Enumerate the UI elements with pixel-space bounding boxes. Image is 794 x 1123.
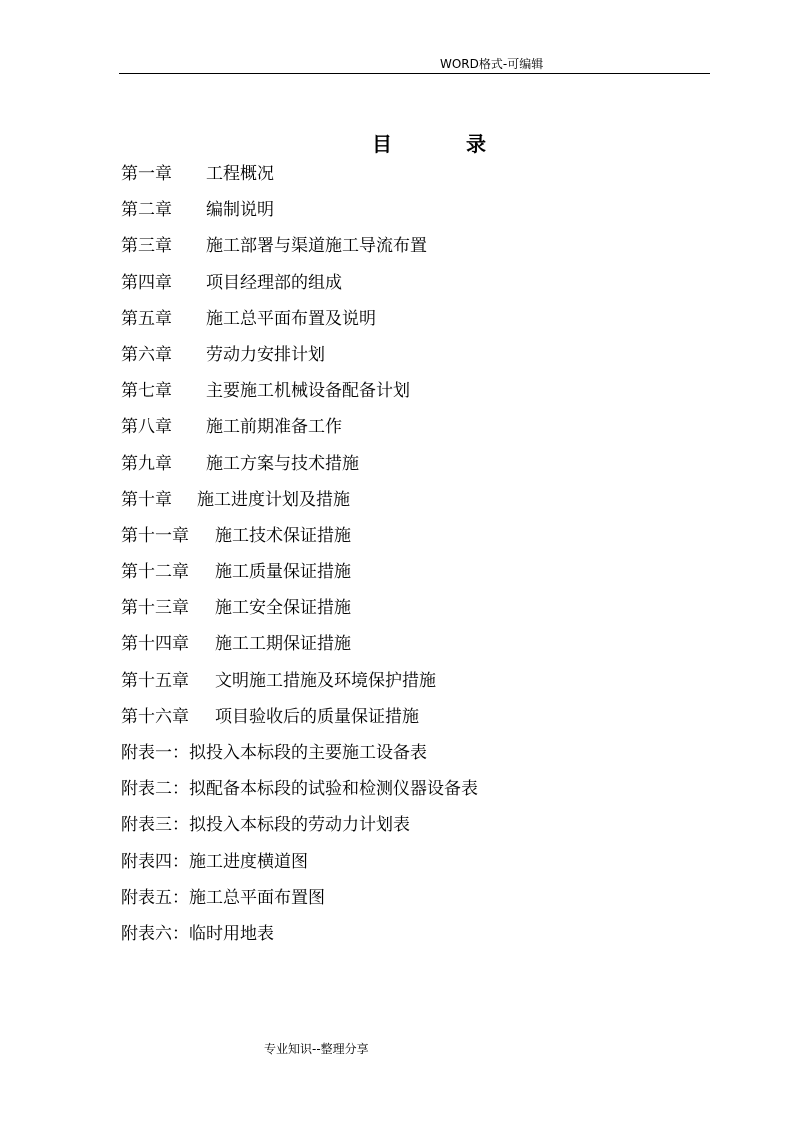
toc-entry-title: 施工质量保证措施 <box>215 562 351 583</box>
toc-appendix-title: 拟配备本标段的试验和检测仪器设备表 <box>189 779 478 800</box>
toc-appendix-title: 施工进度横道图 <box>189 851 308 872</box>
toc-appendix-title: 临时用地表 <box>189 923 274 944</box>
toc-entry-number: 第一章 <box>121 164 172 184</box>
toc-entry-5 <box>121 301 478 337</box>
toc-entry-10 <box>121 482 478 518</box>
toc-appendix-number: 附表二： <box>121 779 189 800</box>
toc-entry-13 <box>121 590 478 626</box>
toc-appendix-number: 附表三： <box>121 815 189 836</box>
toc-entry-number: 第四章 <box>121 272 172 293</box>
toc-entry-2 <box>121 192 478 228</box>
toc-entry-9 <box>121 446 478 482</box>
toc-entry-number: 第十四章 <box>121 634 189 655</box>
toc-title-part2: 录 <box>466 132 486 156</box>
toc-title-part1: 目 <box>372 132 392 156</box>
toc-entry-title: 施工前期准备工作 <box>206 417 342 438</box>
toc-appendix-2 <box>121 771 478 807</box>
toc-appendix-title: 施工总平面布置图 <box>189 887 325 908</box>
toc-appendix-number: 附表六： <box>121 923 189 944</box>
toc-entry-number: 第十章 <box>121 489 172 510</box>
toc-entry-number: 第八章 <box>121 417 172 438</box>
toc-entry-title: 项目验收后的质量保证措施 <box>215 706 419 727</box>
toc-appendix-3 <box>121 807 478 843</box>
toc-entry-11 <box>121 518 478 554</box>
toc-entry-1 <box>121 156 478 192</box>
toc-entry-title: 施工工期保证措施 <box>215 634 351 655</box>
toc-entry-4 <box>121 265 478 301</box>
toc-appendix-title: 拟投入本标段的劳动力计划表 <box>189 815 410 836</box>
toc-entry-title: 施工总平面布置及说明 <box>206 308 376 329</box>
toc-entry-title: 施工安全保证措施 <box>215 598 351 619</box>
toc-entry-title: 施工进度计划及措施 <box>197 489 350 510</box>
toc-entry-15 <box>121 663 478 699</box>
toc-entry-6 <box>121 337 478 373</box>
toc-appendix-number: 附表五： <box>121 887 189 908</box>
toc-appendix-1 <box>121 735 478 771</box>
toc-entry-title: 文明施工措施及环境保护措施 <box>215 670 436 691</box>
toc-appendix-title: 拟投入本标段的主要施工设备表 <box>189 743 427 763</box>
toc-entry-title: 施工部署与渠道施工导流布置 <box>206 236 427 257</box>
toc-entry-3 <box>121 228 478 264</box>
toc-appendix-6 <box>121 916 478 952</box>
toc-entry-14 <box>121 626 478 662</box>
page-footer-text: 专业知识--整理分享 <box>264 1042 369 1056</box>
toc-entry-title: 编制说明 <box>206 200 274 221</box>
toc-entry-number: 第三章 <box>121 236 172 257</box>
toc-entry-number: 第十一章 <box>121 525 189 546</box>
toc-entry-16 <box>121 699 478 735</box>
toc-entry-number: 第十六章 <box>121 706 189 727</box>
toc-appendix-number: 附表一： <box>121 743 189 763</box>
toc-entry-12 <box>121 554 478 590</box>
toc-entry-title: 项目经理部的组成 <box>206 272 342 293</box>
toc-entry-number: 第十五章 <box>121 670 189 691</box>
toc-appendix-5 <box>121 880 478 916</box>
toc-title <box>372 130 486 158</box>
toc-entry-number: 第五章 <box>121 308 172 329</box>
toc-appendix-number: 附表四： <box>121 851 189 872</box>
toc-entry-title: 施工技术保证措施 <box>215 525 351 546</box>
page-header-text: WORD格式-可编辑 <box>440 57 544 71</box>
toc-entry-number: 第六章 <box>121 344 172 365</box>
toc-entry-title: 主要施工机械设备配备计划 <box>206 381 410 402</box>
toc-list <box>121 156 478 952</box>
toc-appendix-4 <box>121 844 478 880</box>
toc-entry-8 <box>121 409 478 445</box>
toc-entry-number: 第七章 <box>121 381 172 402</box>
toc-entry-number: 第九章 <box>121 453 172 474</box>
toc-entry-7 <box>121 373 478 409</box>
toc-entry-number: 第十三章 <box>121 598 189 619</box>
toc-entry-title: 施工方案与技术措施 <box>206 453 359 474</box>
toc-entry-title: 劳动力安排计划 <box>206 344 325 365</box>
toc-entry-title: 工程概况 <box>206 164 274 184</box>
toc-entry-number: 第二章 <box>121 200 172 221</box>
header-divider <box>119 73 710 74</box>
toc-entry-number: 第十二章 <box>121 562 189 583</box>
